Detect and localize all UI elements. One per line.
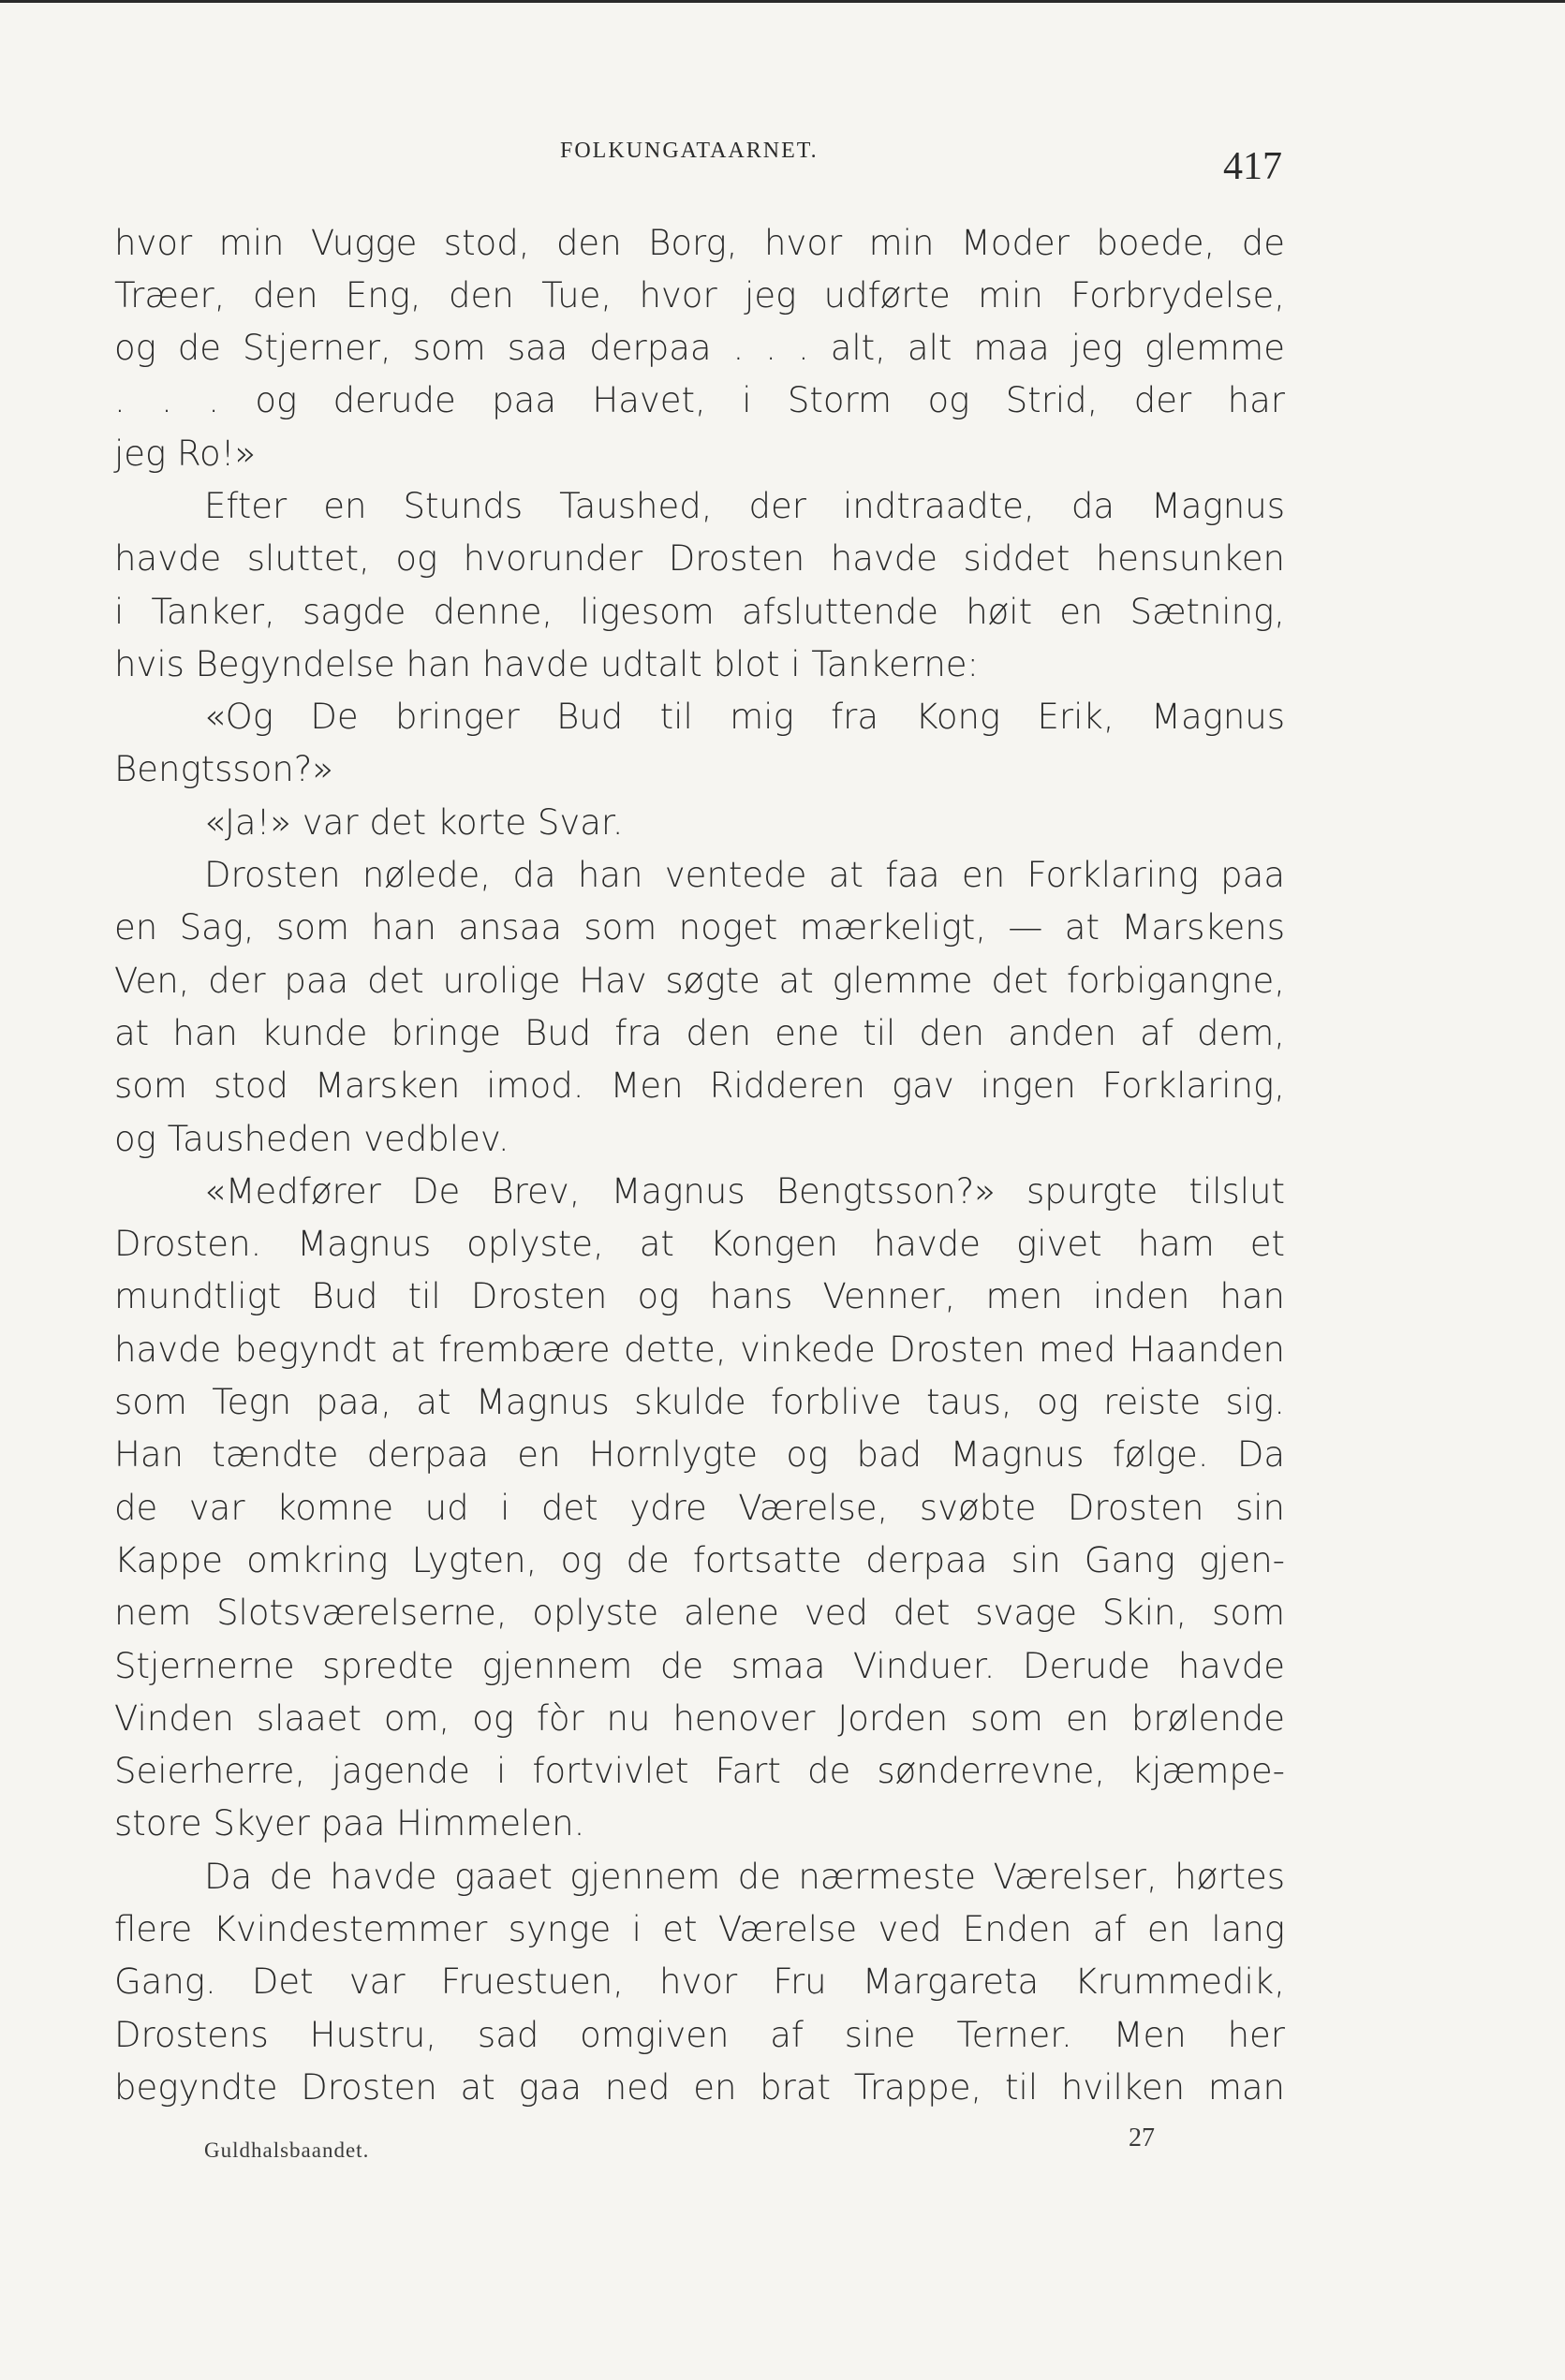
text-line: Bengtsson?» [114, 749, 334, 789]
text-line: «Ja!» var det korte Svar. [204, 802, 624, 843]
text-line: hvis Begyndelse han havde udtalt blot i Tankerne: [114, 644, 979, 684]
text-line: havde sluttet, og hvorunder Drosten havde siddet hensunken [114, 538, 1285, 579]
text-line: flere Kvindestemmer synge i et Værelse ved Enden af en lang [114, 1909, 1285, 1949]
text-line: Stjernerne spredte gjennem de smaa Vinduer. Derude havde [114, 1646, 1285, 1686]
text-line: havde begyndt at frembære dette, vinkede Drosten med Haanden [114, 1330, 1285, 1370]
text-line: og Tausheden vedblev. [114, 1119, 509, 1159]
signature-mark: Guldhalsbaandet. [204, 2138, 370, 2162]
page-number: 417 [1223, 145, 1282, 188]
text-line: Seierherre, jagende i fortvivlet Fart de sønderrevne, kjæmpe- [114, 1751, 1285, 1791]
text-line: jeg Ro!» [114, 433, 257, 474]
text-line: Han tændte derpaa en Hornlygte og bad Magnus følge. Da [114, 1434, 1285, 1475]
text-line: en Sag, som han ansaa som noget mærkeligt, — at Marskens [114, 907, 1285, 948]
text-line: og de Stjerner, som saa derpaa . . . alt, alt maa jeg glemme [114, 328, 1285, 368]
text-line: de var komne ud i det ydre Værelse, svøbte Drosten sin [114, 1488, 1285, 1528]
text-line: «Og De bringer Bud til mig fra Kong Erik, Magnus [204, 697, 1285, 737]
text-line: at han kunde bringe Bud fra den ene til den anden af dem, [114, 1013, 1285, 1053]
text-line: Kappe omkring Lygten, og de fortsatte derpaa sin Gang gjen- [114, 1540, 1285, 1580]
text-line: Vinden slaaet om, og fòr nu henover Jorden som en brølende [114, 1698, 1285, 1739]
running-title: FOLKUNGATAARNET. [560, 139, 819, 163]
text-line: nem Slotsværelserne, oplyste alene ved det svage Skin, som [114, 1593, 1285, 1633]
text-line: Da de havde gaaet gjennem de nærmeste Værelser, hørtes [204, 1857, 1285, 1897]
text-line: Gang. Det var Fruestuen, hvor Fru Margareta Krummedik, [114, 1961, 1285, 2002]
text-line: begyndte Drosten at gaa ned en brat Trappe, til hvilken man [114, 2067, 1285, 2108]
text-line: Træer, den Eng, den Tue, hvor jeg udførte min Forbrydelse, [114, 275, 1285, 316]
text-line: Drostens Hustru, sad omgiven af sine Terner. Men her [114, 2015, 1285, 2055]
text-line: Drosten nølede, da han ventede at faa en Forklaring paa [204, 855, 1285, 895]
text-line: hvor min Vugge stod, den Borg, hvor min Moder boede, de [114, 223, 1285, 263]
text-line: som Tegn paa, at Magnus skulde forblive taus, og reiste sig. [114, 1382, 1285, 1422]
text-line: store Skyer paa Himmelen. [114, 1803, 585, 1844]
text-line: . . . og derude paa Havet, i Storm og Strid, der har [114, 380, 1285, 420]
text-line: mundtligt Bud til Drosten og hans Venner, men inden han [114, 1276, 1285, 1316]
text-line: Efter en Stunds Taushed, der indtraadte, da Magnus [204, 486, 1285, 526]
text-line: som stod Marsken imod. Men Ridderen gav ingen Forklaring, [114, 1065, 1285, 1106]
text-line: Drosten. Magnus oplyste, at Kongen havde givet ham et [114, 1224, 1285, 1264]
text-line: «Medfører De Brev, Magnus Bengtsson?» spurgte tilslut [204, 1171, 1285, 1212]
text-line: i Tanker, sagde denne, ligesom afsluttende høit en Sætning, [114, 592, 1285, 632]
sheet-number: 27 [1129, 2123, 1155, 2152]
text-line: Ven, der paa det urolige Hav søgte at glemme det forbigangne, [114, 961, 1285, 1001]
